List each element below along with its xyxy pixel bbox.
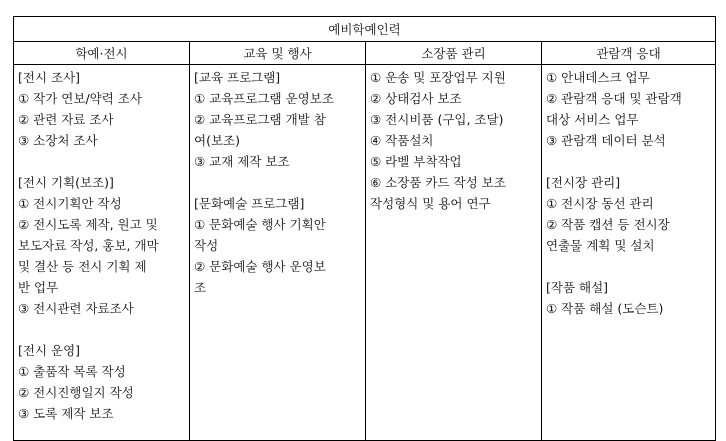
list-item: ③ 도록 제작 보조 [18,406,114,421]
list-item: ② 관람객 응대 및 관람객 [546,91,682,106]
section-heading: [문화예술 프로그램] [194,196,305,211]
column-header-visitor: 관람객 응대 [542,42,716,65]
list-item: 보도자료 작성, 홍보, 개막 [18,238,159,253]
column-header-curation: 학예·전시 [14,42,190,65]
column-header-collection: 소장품 관리 [366,42,542,65]
list-item: 작성형식 및 용어 연구 [370,196,491,211]
spacer-line [194,172,361,193]
list-item: ① 교육프로그램 운영보조 [194,91,334,106]
column-collection [366,65,542,441]
list-item: 여(보조) [194,133,240,148]
list-item: ② 전시진행일지 작성 [18,385,134,400]
section-heading: [전시 운영] [18,343,81,358]
spacer-line [18,319,185,340]
column-curation [14,65,190,441]
list-item: ① 전시장 동선 관리 [546,196,654,211]
role-table [13,16,716,441]
section-heading: [전시 기획(보조)] [18,175,114,190]
list-item: 작성 [194,238,219,253]
spacer-line [546,256,711,277]
list-item: ② 관련 자료 조사 [18,112,114,127]
list-item: ① 안내데스크 업무 [546,70,650,85]
list-item: ② 문화예술 행사 운영보 [194,259,326,274]
column-visitor [542,65,716,441]
column-education [190,65,366,441]
list-item: ① 전시기획안 작성 [18,196,122,211]
list-item: ③ 전시관련 자료조사 [18,301,134,316]
list-item: ② 작품 캡션 등 전시장 [546,217,670,232]
list-item: ③ 전시비품 (구입, 조달) [370,112,504,127]
list-item: ① 문화예술 행사 기획안 [194,217,326,232]
table-title: 예비학예인력 [14,17,716,42]
column-header-education: 교육 및 행사 [190,42,366,65]
list-item: ③ 교재 제작 보조 [194,154,290,169]
list-item: ① 작가 연보/약력 조사 [18,91,142,106]
list-item: 대상 서비스 업무 [546,112,639,127]
list-item: ④ 작품설치 [370,133,434,148]
list-item: ⑤ 라벨 부착작업 [370,154,462,169]
spacer-line [18,151,185,172]
title-row [14,17,716,42]
list-item: ① 작품 해설 (도슨트) [546,301,664,316]
list-item: ⑥ 소장품 카드 작성 보조 [370,175,506,190]
list-item: ① 운송 및 포장업무 지원 [370,70,506,85]
list-item: 연출물 계획 및 설치 [546,238,655,253]
list-item: ③ 관람객 데이터 분석 [546,133,666,148]
list-item: 반 업무 [18,280,59,295]
section-heading: [전시 조사] [18,70,81,85]
list-item: ② 전시도록 제작, 원고 및 [18,217,158,232]
list-item: ② 교육프로그램 개발 참 [194,112,326,127]
section-heading: [전시장 관리] [546,175,621,190]
list-item: ③ 소장처 조사 [18,133,98,148]
section-heading: [작품 해설] [546,280,609,295]
content-row [14,65,716,441]
header-row [14,42,716,65]
table-wrapper [13,16,715,441]
list-item: 및 결산 등 전시 기획 제 [18,259,147,274]
section-heading: [교육 프로그램] [194,70,281,85]
list-item: ② 상태검사 보조 [370,91,462,106]
list-item: ① 출품작 목록 작성 [18,364,126,379]
spacer-line [546,151,711,172]
list-item: 조 [194,280,207,295]
